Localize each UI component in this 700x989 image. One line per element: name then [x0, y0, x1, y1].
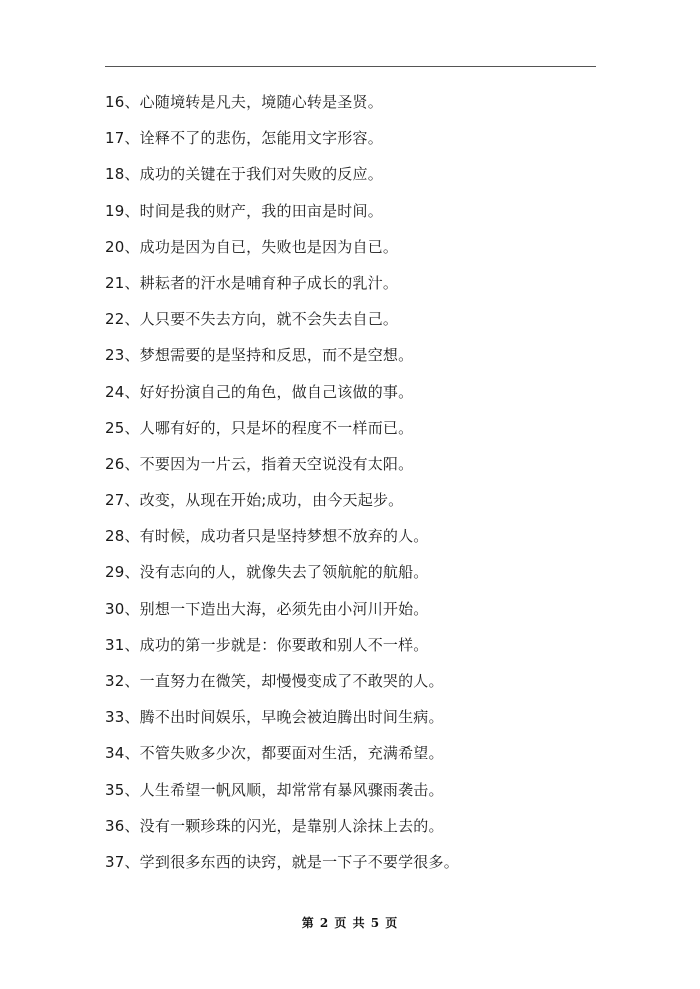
quote-line-22: 22、人只要不失去方向，就不会失去自己。	[105, 310, 399, 329]
quote-line-29: 29、没有志向的人，就像失去了领航舵的航船。	[105, 563, 429, 582]
header-rule	[105, 66, 596, 67]
quote-line-36: 36、没有一颗珍珠的闪光，是靠别人涂抹上去的。	[105, 816, 444, 835]
quote-line-19: 19、时间是我的财产，我的田亩是时间。	[105, 201, 383, 220]
quote-line-24: 24、好好扮演自己的角色，做自己该做的事。	[105, 382, 414, 401]
quote-line-21: 21、耕耘者的汗水是哺育种子成长的乳汁。	[105, 273, 399, 292]
page-number-footer: 第 2 页 共 5 页	[301, 916, 399, 930]
quote-line-16: 16、心随境转是凡夫，境随心转是圣贤。	[105, 93, 383, 111]
quote-line-28: 28、有时候，成功者只是坚持梦想不放弃的人。	[105, 527, 429, 546]
quote-line-30: 30、别想一下造出大海，必须先由小河川开始。	[105, 599, 429, 618]
quote-line-37: 37、学到很多东西的诀窍，就是一下子不要学很多。	[105, 852, 459, 871]
quote-line-34: 34、不管失败多少次，都要面对生活，充满希望。	[105, 744, 444, 763]
quote-line-27: 27、改变，从现在开始;成功，由今天起步。	[105, 491, 404, 510]
quote-list	[105, 84, 605, 880]
quote-line-18: 18、成功的关键在于我们对失败的反应。	[105, 165, 383, 184]
quote-line-35: 35、人生希望一帆风顺，却常常有暴风骤雨袭击。	[105, 780, 444, 799]
quote-line-26: 26、不要因为一片云，指着天空说没有太阳。	[105, 454, 414, 473]
quote-line-33: 33、腾不出时间娱乐，早晚会被迫腾出时间生病。	[105, 708, 444, 727]
quote-line-31: 31、成功的第一步就是：你要敢和别人不一样。	[105, 635, 429, 654]
quote-line-23: 23、梦想需要的是坚持和反思，而不是空想。	[105, 346, 414, 365]
quote-line-17: 17、诠释不了的悲伤，怎能用文字形容。	[105, 129, 383, 148]
quote-line-25: 25、人哪有好的，只是坏的程度不一样而已。	[105, 418, 414, 437]
quote-line-20: 20、成功是因为自已，失败也是因为自已。	[105, 237, 399, 256]
quote-line-32: 32、一直努力在微笑，却慢慢变成了不敢哭的人。	[105, 672, 444, 690]
